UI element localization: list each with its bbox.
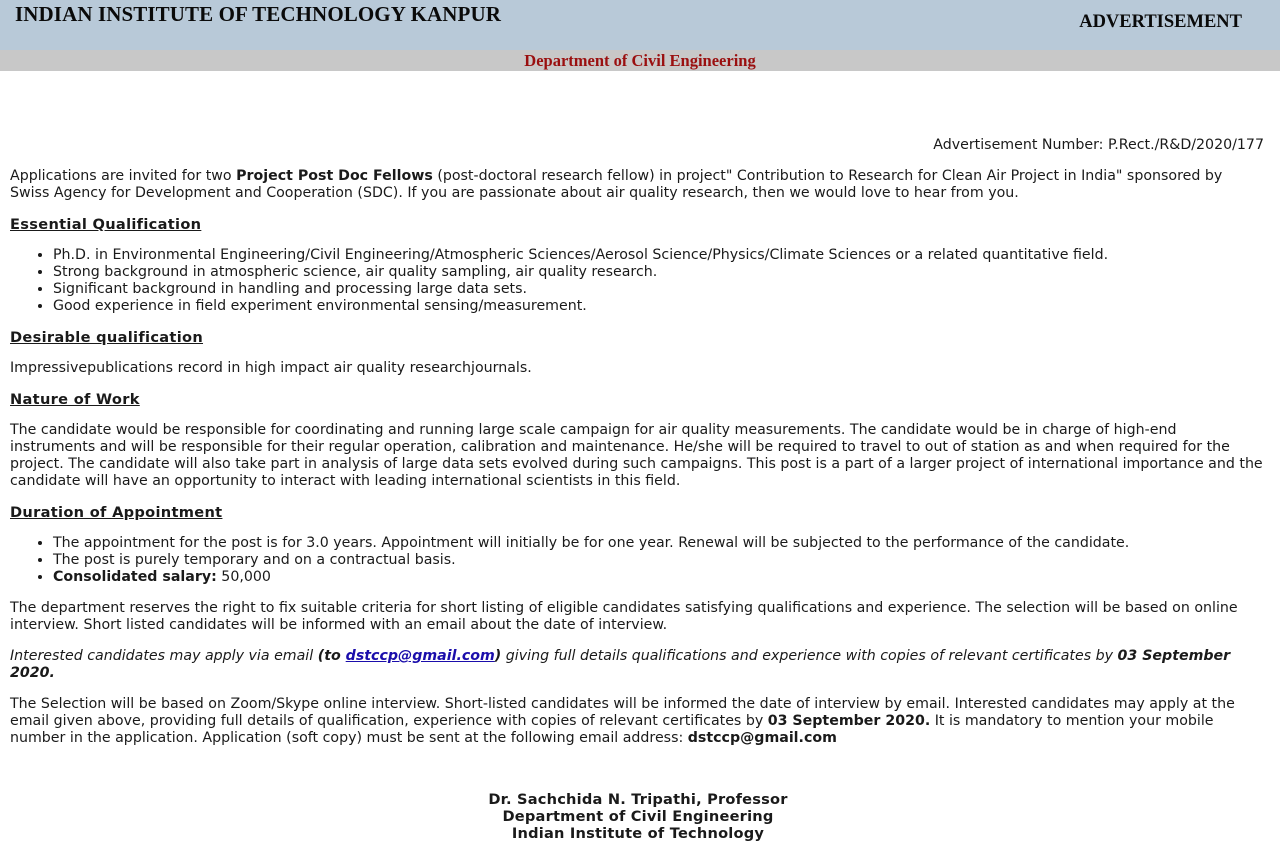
reserve-paragraph: The department reserves the right to fix suitable criteria for short listing of eligible candidates satisfying qualifications and experience. The selection will be based on online interview. Short listed candidates will be informed with an email about the date of interview. [10,600,1238,633]
list-item: • Strong background in atmospheric science, air quality sampling, air quality research. [53,264,1266,281]
duration-heading: Duration of Appointment [10,504,223,521]
post-title: Project Post Doc Fellows [236,168,433,184]
desirable-heading: Desirable qualification [10,329,204,346]
selection-text-pre: The Selection will be based on Zoom/Skype online interview. Short-listed candidates will be informed the date of interview by email. Interested candidates may apply at the email given above, providing full details of qualification, experience with copies of relevant certificates by [10,696,1235,729]
signature-department: Department of Civil Engineering [502,808,774,825]
list-item: • Ph.D. in Environmental Engineering/Civil Engineering/Atmospheric Sciences/Aerosol Science/Physics/Climate Sciences or a related quantitative field. [53,247,1266,264]
department-title: Department of Civil Engineering [524,51,756,70]
header-bar [0,0,1280,50]
list-item: • The post is purely temporary and on a contractual basis. [53,552,1266,569]
nature-heading: Nature of Work [10,391,140,408]
institute-title: INDIAN INSTITUTE OF TECHNOLOGY KANPUR [15,2,501,26]
signature-institute: Indian Institute of Technology [511,825,765,842]
advertisement-label: ADVERTISEMENT [1079,12,1242,32]
salary-label: Consolidated salary: [53,569,217,585]
selection-text-post: It is mandatory to mention your mobile number in the application. Application (soft copy) must be sent at the following email address: [10,713,1214,746]
selection-email: dstccp@gmail.com [687,730,837,746]
intro-text-pre: Applications are invited for two [10,168,237,184]
apply-paragraph [10,648,1266,682]
advert-content [10,137,1266,842]
apply-paren-open: (to [317,648,346,664]
list-item: • Significant background in handling and processing large data sets. [53,281,1266,298]
signature-block [10,791,1266,842]
list-item: • Good experience in field experiment environmental sensing/measurement. [53,298,1266,315]
apply-paren-close: ) [494,648,502,664]
list-item: • The appointment for the post is for 3.0 years. Appointment will initially be for one year. Renewal will be subjected to the performance of the candidate. [53,535,1266,552]
advertisement-number: Advertisement Number: P.Rect./R&D/2020/177 [933,137,1264,153]
apply-deadline: 03 September 2020. [10,648,1231,681]
duration-list [10,535,1266,586]
intro-text-post: (post-doctoral research fellow) in project" Contribution to Research for Clean Air Project in India" sponsored by Swiss Agency for Development and Cooperation (SDC). If you are passionate about air quality research, then we would love to hear from you. [10,168,1223,201]
intro-paragraph [10,168,1266,202]
signature-name: Dr. Sachchida N. Tripathi, Professor [488,791,788,808]
apply-text-pre: Interested candidates may apply via email [10,648,318,664]
nature-text: The candidate would be responsible for coordinating and running large scale campaign for air quality measurements. The candidate would be in charge of high-end instruments and will be responsible for their regular operation, calibration and maintenance. He/she will be required to travel to out of station as and when required for the project. The candidate will also take part in analysis of large data sets evolved during such campaigns. This post is a part of a larger project of international importance and the candidate will have an opportunity to interact with leading international scientists in this field. [10,422,1263,489]
desirable-text: Impressivepublications record in high impact air quality researchjournals. [10,360,532,376]
essential-heading: Essential Qualification [10,216,202,233]
apply-text-mid: giving full details qualifications and experience with copies of relevant certificates by [501,648,1118,664]
salary-item [53,569,1266,586]
selection-deadline: 03 September 2020. [767,713,931,729]
salary-value: 50,000 [216,569,271,585]
selection-paragraph [10,696,1266,747]
department-bar [0,50,1280,71]
email-link[interactable]: dstccp@gmail.com [345,648,495,664]
essential-list [10,247,1266,315]
